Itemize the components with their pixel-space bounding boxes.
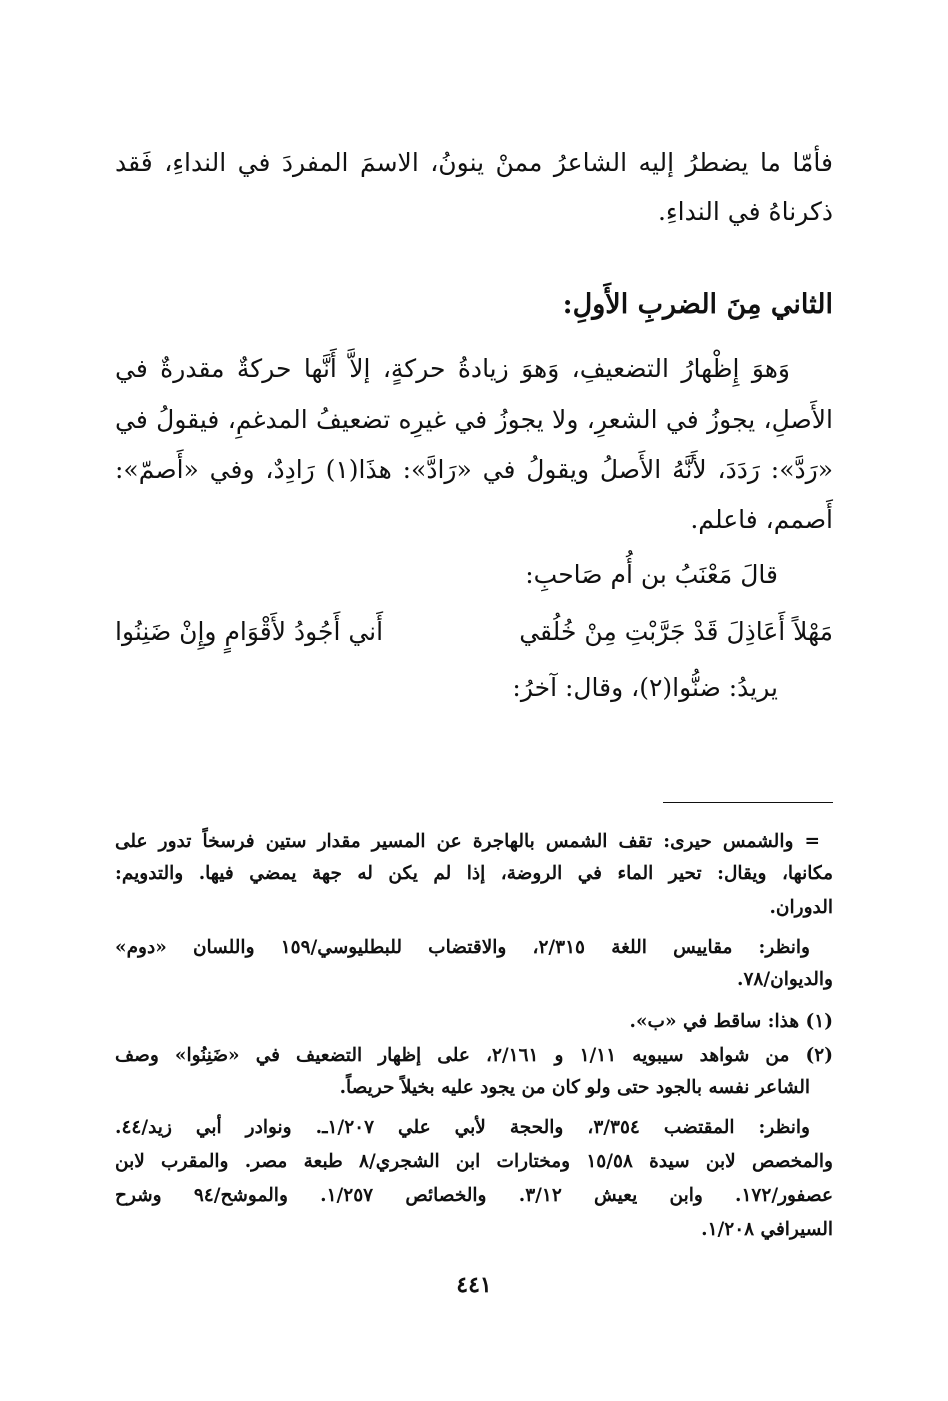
body-text-line: الأَصلِ، يجوزُ في الشعرِ، ولا يجوزُ في غيرِه تضعيفُ المدغمِ، فيقولُ في xyxy=(115,405,833,434)
body-text-line: أَصمم، فاعلم. xyxy=(690,505,833,534)
body-text-line: فأمّا ما يضطرُ إليه الشاعرُ ممنْ ينونُ، الاسمَ المفردَ في النداءِ، فَقد xyxy=(115,148,833,177)
body-text-line: ذكرناهُ في النداءِ. xyxy=(657,197,833,226)
body-text-line: «رَدَّ»: رَدَدَ، لأَنَّهُ الأَصلُ ويقولُ في «رَادَّ»: هذَا(١) رَادِدٌ، وفي «أَصمّ»: xyxy=(115,455,833,484)
verse-first-hemistich: مَهْلاً أَعَاذِلَ قَدْ جَرَّبْتِ مِنْ خُلُقي xyxy=(519,617,833,646)
poetry-verse xyxy=(115,612,833,652)
footnote-divider xyxy=(663,802,833,803)
footnote-line: والديوان/٧٨. xyxy=(737,969,833,990)
body-text-line: يريدُ: ضنُّوا(٢)، وقال: آخرُ: xyxy=(512,673,778,702)
body-text-line: وَهوَ إِظْهارُ التضعيفِ، وَهوَ زيادةُ حركةٍ، إلاَّ أَنَّها حركةٌ مقدرةٌ في xyxy=(115,354,790,383)
footnote-2-ref-line: السيرافي ١/٢٠٨. xyxy=(701,1219,833,1240)
footnote-2-ref-line: والمخصص لابن سيدة ١٥/٥٨ ومختارات ابن الشجري/٨ طبعة مصر. والمقرب لابن xyxy=(115,1151,833,1172)
footnote-line: مكانها، ويقال: تحير الماء في الروضة، إذا لم يكن له جهة يمضي فيها. والتدويم: xyxy=(115,863,833,884)
page-number: ٤٤١ xyxy=(456,1272,492,1298)
verse-second-hemistich: أَني أَجُودُ لأَقْوَامٍ وإِنْ ضَنِنُوا xyxy=(115,617,384,646)
footnote-2-ref-line: عصفور/١٧٢. وابن يعيش ٣/١٢. والخصائص ١/٢٥٧. والموشح/٩٤ وشرح xyxy=(115,1185,834,1206)
section-heading: الثاني مِنَ الضربِ الأَولِ: xyxy=(562,289,833,320)
footnote-2-line: الشاعر نفسه بالجود حتى ولو كان من يجود عليه بخيلاً حريصاً. xyxy=(339,1077,810,1098)
footnote-2-ref-line: وانظر: المقتضب ٣/٣٥٤، والحجة لأبي علي ١/٢٠٧ـ. ونوادر أبي زيد/٤٤. xyxy=(115,1117,810,1138)
footnote-line: الدوران. xyxy=(769,897,833,918)
footnote-line: = والشمس حيرى: تقف الشمس بالهاجرة عن المسير مقدار ستين فرسخاً تدور على xyxy=(115,831,820,852)
quote-intro: قالَ مَعْنَبُ بن أُم صَاحبِ: xyxy=(525,560,778,589)
footnote-line: وانظر: مقاييس اللغة ٢/٣١٥، والاقتضاب للبطليوسي/١٥٩ واللسان «دوم» xyxy=(115,937,810,958)
footnote-2-line: (٢) من شواهد سيبويه ١/١١ و ٢/١٦١، على إظهار التضعيف في «ضَنِنُوا» وصف xyxy=(115,1045,833,1066)
footnote-1: (١) هذا: ساقط في «ب». xyxy=(629,1011,833,1032)
